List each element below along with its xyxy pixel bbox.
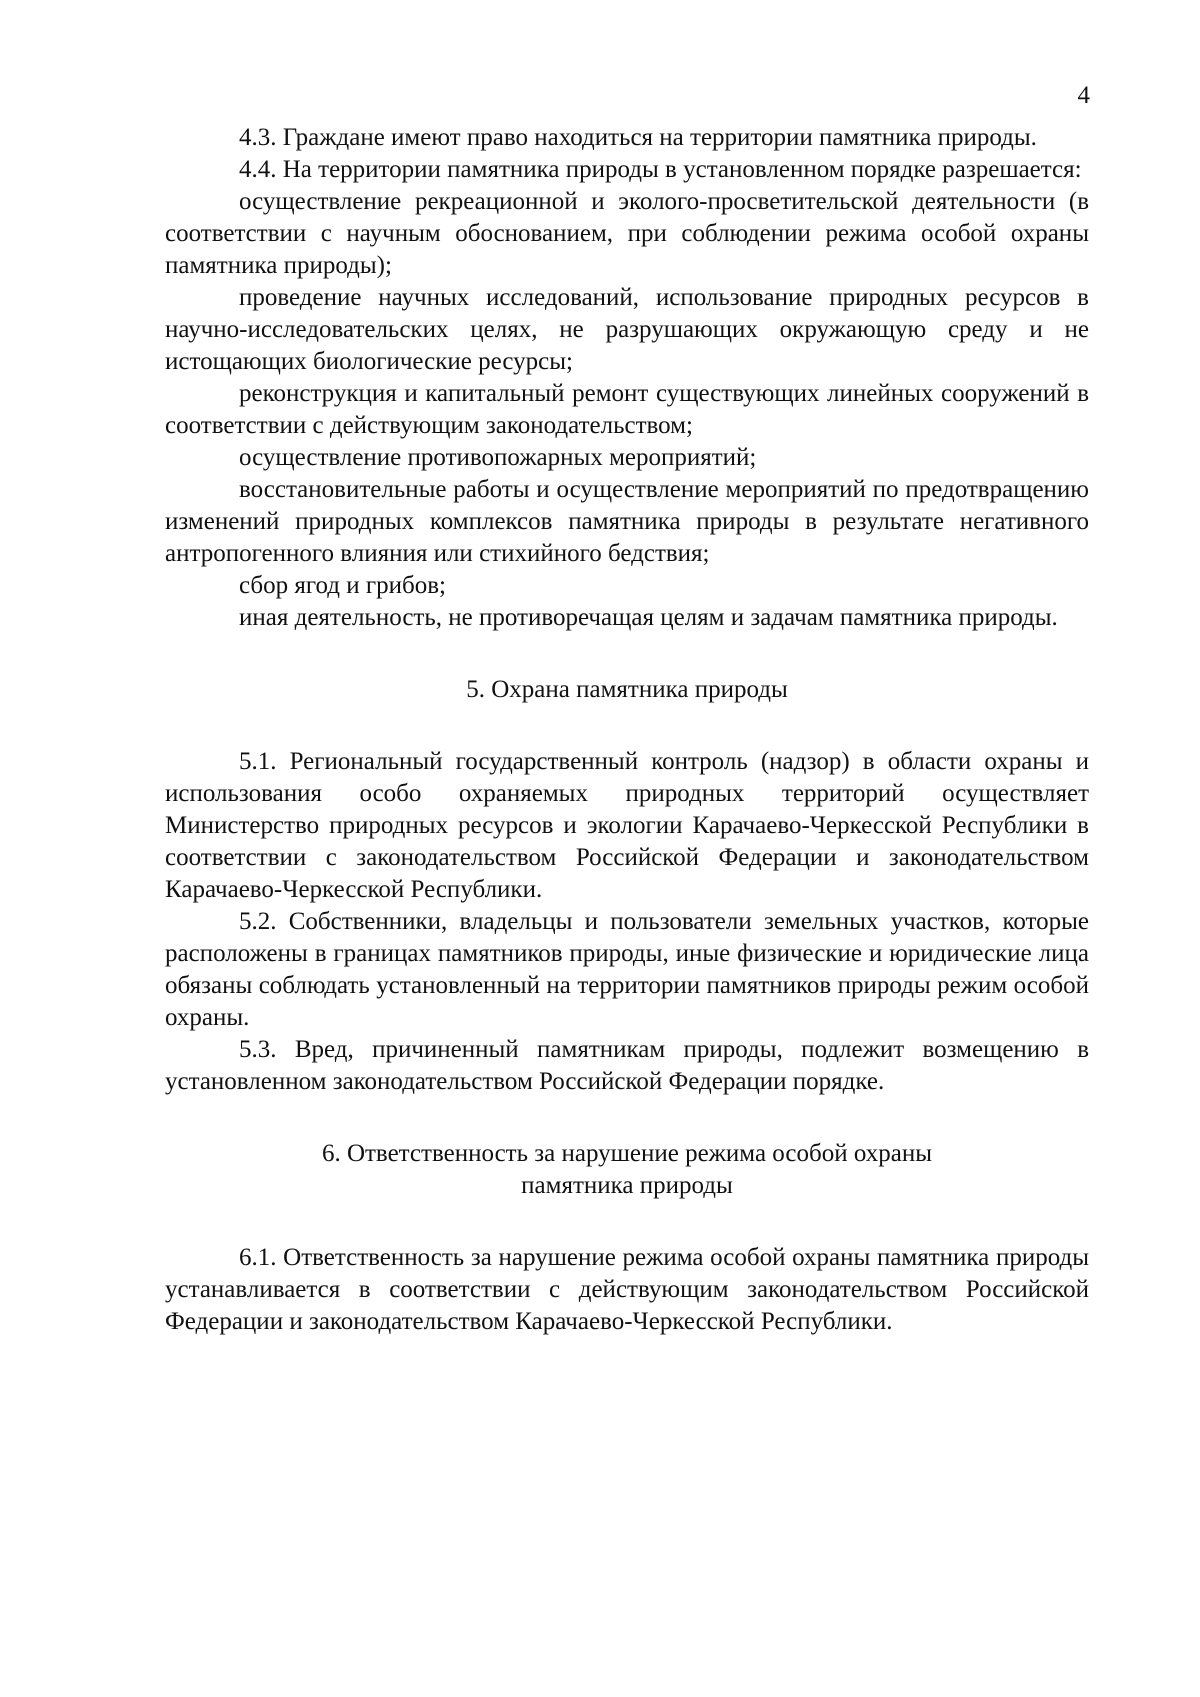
list-item-research: проведение научных исследований, использование природных ресурсов в научно-исследовательских целях, не разрушающих окружающую среду и не истощающих биологические ресурсы; xyxy=(165,284,1089,375)
list-item-recreation: осуществление рекреационной и эколого-просветительской деятельности (в соответствии с научным обоснованием, при соблюдении режима особой охраны памятника природы); xyxy=(165,188,1089,279)
section-6-heading-line-1: 6. Ответственность за нарушение режима особой охраны xyxy=(321,1140,933,1167)
document-body xyxy=(165,122,1089,1338)
paragraph-6-1: 6.1. Ответственность за нарушение режима особой охраны памятника природы устанавливается в соответствии с действующим законодательством Российской Федерации и законодательством Карачаево-Черкесской Республики. xyxy=(165,1244,1089,1335)
paragraph-4-3: 4.3. Граждане имеют право находиться на территории памятника природы. xyxy=(239,124,1037,151)
section-5-heading: 5. Охрана памятника природы xyxy=(466,676,788,703)
paragraph-5-2: 5.2. Собственники, владельцы и пользователи земельных участков, которые расположены в границах памятников природы, иные физические и юридические лица обязаны соблюдать установленный на территории памятников природы режим особой охраны. xyxy=(165,908,1089,1031)
paragraph-5-3: 5.3. Вред, причиненный памятникам природы, подлежит возмещению в установленном законодательством Российской Федерации порядке. xyxy=(165,1036,1089,1095)
list-item-fire-prevention: осуществление противопожарных мероприятий; xyxy=(239,444,757,471)
list-item-reconstruction: реконструкция и капитальный ремонт существующих линейных сооружений в соответствии с действующим законодательством; xyxy=(165,380,1089,439)
list-item-restoration: восстановительные работы и осуществление мероприятий по предотвращению изменений природных комплексов памятника природы в результате негативного антропогенного влияния или стихийного бедствия; xyxy=(165,476,1089,567)
page-number: 4 xyxy=(1077,82,1090,109)
list-item-berries-mushrooms: сбор ягод и грибов; xyxy=(239,572,446,599)
section-6-heading-line-2: памятника природы xyxy=(521,1172,733,1199)
list-item-other-activity: иная деятельность, не противоречащая целям и задачам памятника природы. xyxy=(239,604,1058,631)
paragraph-4-4: 4.4. На территории памятника природы в установленном порядке разрешается: xyxy=(239,156,1082,183)
paragraph-5-1: 5.1. Региональный государственный контроль (надзор) в области охраны и использования особо охраняемых природных территорий осуществляет Министерство природных ресурсов и экологии Карачаево-Черкесской Республики в соответствии с законодательством Российской Федерации и законодательством Карачаево-Черкесской Республики. xyxy=(165,748,1089,903)
section-6-heading xyxy=(165,1138,1089,1202)
